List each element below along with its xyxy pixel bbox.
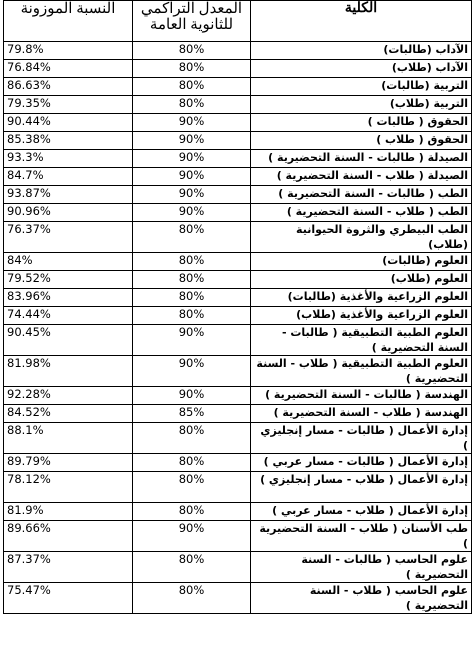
weighted-cell: 93.87% — [4, 186, 133, 204]
gpa-cell: 90% — [133, 521, 251, 552]
table-row — [4, 168, 472, 186]
gpa-cell: 90% — [133, 132, 251, 150]
gpa-cell: 80% — [133, 454, 251, 472]
table-row — [4, 42, 472, 60]
weighted-cell: 76.84% — [4, 60, 133, 78]
gpa-cell: 90% — [133, 186, 251, 204]
gpa-cell: 90% — [133, 387, 251, 405]
gpa-cell: 90% — [133, 204, 251, 222]
gpa-cell: 80% — [133, 253, 251, 271]
college-cell: العلوم الطبية التطبيقية ( طالبات - السنة التحضيرية ) — [251, 325, 472, 356]
gpa-cell: 90% — [133, 168, 251, 186]
table-row — [4, 423, 472, 454]
header-college: الكلية — [251, 1, 472, 42]
table-row — [4, 405, 472, 423]
table-body — [4, 42, 472, 614]
table-row — [4, 186, 472, 204]
table-row — [4, 454, 472, 472]
weighted-cell: 84.7% — [4, 168, 133, 186]
gpa-cell: 80% — [133, 289, 251, 307]
college-cell: الهندسة ( طالبات - السنة التحضيرية ) — [251, 387, 472, 405]
college-cell: طب الأسنان ( طلاب - السنة التحضيرية ) — [251, 521, 472, 552]
table-row — [4, 132, 472, 150]
weighted-cell: 92.28% — [4, 387, 133, 405]
weighted-cell: 85.38% — [4, 132, 133, 150]
weighted-cell: 90.44% — [4, 114, 133, 132]
table-row — [4, 583, 472, 614]
gpa-cell: 80% — [133, 222, 251, 253]
gpa-cell: 90% — [133, 114, 251, 132]
college-cell: التربية (طلاب) — [251, 96, 472, 114]
gpa-cell: 90% — [133, 356, 251, 387]
college-cell: إدارة الأعمال ( طالبات - مسار إنجليزي ) — [251, 423, 472, 454]
table-row — [4, 503, 472, 521]
table-row — [4, 114, 472, 132]
weighted-cell: 88.1% — [4, 423, 133, 454]
college-cell: علوم الحاسب ( طالبات - السنة التحضيرية ) — [251, 552, 472, 583]
weighted-cell: 79.35% — [4, 96, 133, 114]
college-cell: العلوم (طلاب) — [251, 271, 472, 289]
gpa-cell: 80% — [133, 423, 251, 454]
weighted-cell: 93.3% — [4, 150, 133, 168]
weighted-cell: 75.47% — [4, 583, 133, 614]
weighted-cell: 90.45% — [4, 325, 133, 356]
college-cell: الطب البيطري والثروة الحيوانية (طلاب) — [251, 222, 472, 253]
gpa-cell: 80% — [133, 552, 251, 583]
college-cell: التربية (طالبات) — [251, 78, 472, 96]
weighted-cell: 84% — [4, 253, 133, 271]
weighted-cell: 89.66% — [4, 521, 133, 552]
gpa-cell: 80% — [133, 42, 251, 60]
weighted-cell: 83.96% — [4, 289, 133, 307]
table-row — [4, 150, 472, 168]
gpa-cell: 80% — [133, 96, 251, 114]
table-row — [4, 78, 472, 96]
college-cell: الصيدلة ( طالبات - السنة التحضيرية ) — [251, 150, 472, 168]
table-row — [4, 521, 472, 552]
college-cell: الحقوق ( طلاب ) — [251, 132, 472, 150]
weighted-cell: 90.96% — [4, 204, 133, 222]
header-gpa: المعدل التراكمي للثانوية العامة — [133, 1, 251, 42]
gpa-cell: 85% — [133, 405, 251, 423]
college-cell: العلوم الطبية التطبيقية ( طلاب - السنة التحضيرية ) — [251, 356, 472, 387]
table-row — [4, 222, 472, 253]
college-cell: إدارة الأعمال ( طالبات - مسار عربي ) — [251, 454, 472, 472]
table-row — [4, 60, 472, 78]
weighted-cell: 81.98% — [4, 356, 133, 387]
table-row — [4, 96, 472, 114]
gpa-cell: 80% — [133, 271, 251, 289]
gpa-cell: 80% — [133, 78, 251, 96]
college-cell: الصيدلة ( طلاب - السنة التحضيرية ) — [251, 168, 472, 186]
table-row — [4, 387, 472, 405]
table-row — [4, 325, 472, 356]
college-cell: الآداب (طلاب) — [251, 60, 472, 78]
table-row — [4, 472, 472, 503]
table-row — [4, 552, 472, 583]
gpa-cell: 90% — [133, 325, 251, 356]
college-cell: الطب ( طالبات - السنة التحضيرية ) — [251, 186, 472, 204]
admissions-table — [3, 0, 472, 614]
college-cell: الآداب (طالبات) — [251, 42, 472, 60]
college-cell: العلوم الزراعية والأغذية (طالبات) — [251, 289, 472, 307]
college-cell: إدارة الأعمال ( طلاب - مسار عربي ) — [251, 503, 472, 521]
weighted-cell: 81.9% — [4, 503, 133, 521]
gpa-cell: 90% — [133, 150, 251, 168]
college-cell: إدارة الأعمال ( طلاب - مسار إنجليزي ) — [251, 472, 472, 503]
gpa-cell: 80% — [133, 503, 251, 521]
college-cell: العلوم الزراعية والأغذية (طلاب) — [251, 307, 472, 325]
college-cell: الهندسة ( طلاب - السنة التحضيرية ) — [251, 405, 472, 423]
gpa-cell: 80% — [133, 307, 251, 325]
gpa-cell: 80% — [133, 472, 251, 503]
header-weighted: النسبة الموزونة — [4, 1, 133, 42]
weighted-cell: 86.63% — [4, 78, 133, 96]
table-row — [4, 356, 472, 387]
table-row — [4, 307, 472, 325]
table-row — [4, 253, 472, 271]
weighted-cell: 87.37% — [4, 552, 133, 583]
weighted-cell: 76.37% — [4, 222, 133, 253]
weighted-cell: 89.79% — [4, 454, 133, 472]
college-cell: الحقوق ( طالبات ) — [251, 114, 472, 132]
header-row — [4, 1, 472, 42]
table-row — [4, 204, 472, 222]
college-cell: علوم الحاسب ( طلاب - السنة التحضيرية ) — [251, 583, 472, 614]
weighted-cell: 79.8% — [4, 42, 133, 60]
table-row — [4, 289, 472, 307]
weighted-cell: 74.44% — [4, 307, 133, 325]
gpa-cell: 80% — [133, 60, 251, 78]
weighted-cell: 84.52% — [4, 405, 133, 423]
college-cell: الطب ( طلاب - السنة التحضيرية ) — [251, 204, 472, 222]
college-cell: العلوم (طالبات) — [251, 253, 472, 271]
table-row — [4, 271, 472, 289]
weighted-cell: 78.12% — [4, 472, 133, 503]
gpa-cell: 80% — [133, 583, 251, 614]
weighted-cell: 79.52% — [4, 271, 133, 289]
